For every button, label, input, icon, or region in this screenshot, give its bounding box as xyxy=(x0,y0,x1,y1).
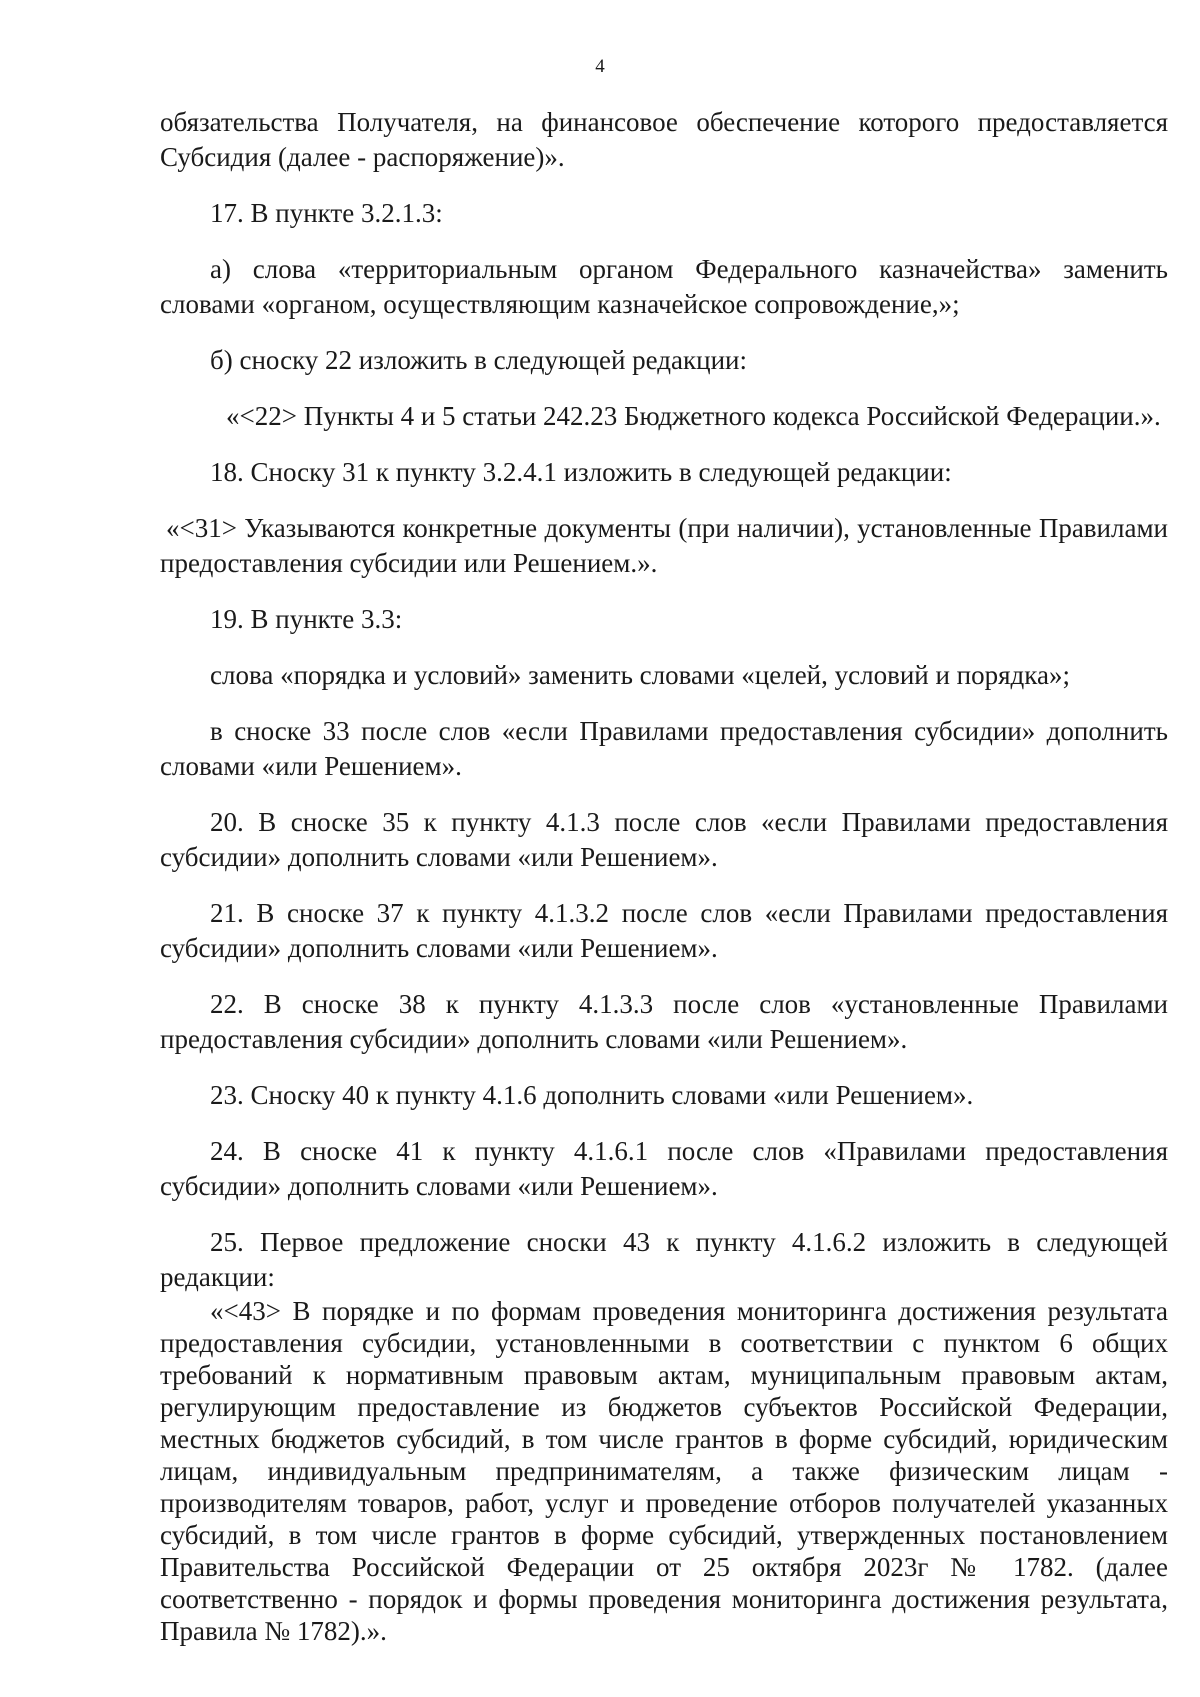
paragraph-item-18: 18. Сноску 31 к пункту 3.2.4.1 изложить в следующей редакции: xyxy=(210,457,952,487)
paragraph-item-19: 19. В пункте 3.3: xyxy=(210,604,403,634)
document-body xyxy=(160,105,1168,1668)
paragraph-footnote-43: «<43> В порядке и по формам проведения мониторинга достижения результата предоставления субсидии, установленными в соответствии с пунктом 6 общих требований к нормативным правовым актам, муниципальным правовым актам, регулирующим предоставление из бюджетов субъектов Российской Федерации, местных бюджетов субсидий, в том числе грантов в форме субсидий, юридическим лицам, индивидуальным предпринимателям, а также физическим лицам - производителям товаров, работ, услуг и проведение отборов получателей указанных субсидий, в том числе грантов в форме субсидий, утвержденных постановлением Правительства Российской Федерации от 25 октября 2023г № 1782. (далее соответственно - порядок и формы проведения мониторинга достижения результата, Правила № 1782).». xyxy=(160,1296,1168,1646)
page-number: 4 xyxy=(595,56,605,77)
paragraph-item-17: 17. В пункте 3.2.1.3: xyxy=(210,198,443,228)
paragraph-item-25: 25. Первое предложение сноски 43 к пункту 4.1.6.2 изложить в следующей редакции: xyxy=(160,1227,1168,1292)
paragraph-item-19-words: слова «порядка и условий» заменить словами «целей, условий и порядка»; xyxy=(210,660,1070,690)
paragraph-item-20: 20. В сноске 35 к пункту 4.1.3 после слов «если Правилами предоставления субсидии» дополнить словами «или Решением». xyxy=(160,807,1168,872)
paragraph-item-17b: б) сноску 22 изложить в следующей редакции: xyxy=(210,345,747,375)
paragraph-item-19-footnote-33: в сноске 33 после слов «если Правилами предоставления субсидии» дополнить словами «или Решением». xyxy=(160,716,1168,781)
paragraph-footnote-22: «<22> Пункты 4 и 5 статьи 242.23 Бюджетного кодекса Российской Федерации.». xyxy=(226,401,1161,431)
paragraph-item-22: 22. В сноске 38 к пункту 4.1.3.3 после слов «установленные Правилами предоставления субсидии» дополнить словами «или Решением». xyxy=(160,989,1168,1054)
paragraph-continuation: обязательства Получателя, на финансовое обеспечение которого предоставляется Субсидия (далее - распоряжение)». xyxy=(160,107,1168,172)
paragraph-item-23: 23. Сноску 40 к пункту 4.1.6 дополнить словами «или Решением». xyxy=(210,1080,974,1110)
paragraph-item-24: 24. В сноске 41 к пункту 4.1.6.1 после слов «Правилами предоставления субсидии» дополнить словами «или Решением». xyxy=(160,1136,1168,1201)
paragraph-item-21: 21. В сноске 37 к пункту 4.1.3.2 после слов «если Правилами предоставления субсидии» дополнить словами «или Решением». xyxy=(160,898,1168,963)
paragraph-footnote-31: «<31> Указываются конкретные документы (при наличии), установленные Правилами предоставления субсидии или Решением.». xyxy=(160,513,1168,578)
paragraph-item-17a: а) слова «территориальным органом Федерального казначейства» заменить словами «органом, осуществляющим казначейское сопровождение,»; xyxy=(160,254,1168,319)
